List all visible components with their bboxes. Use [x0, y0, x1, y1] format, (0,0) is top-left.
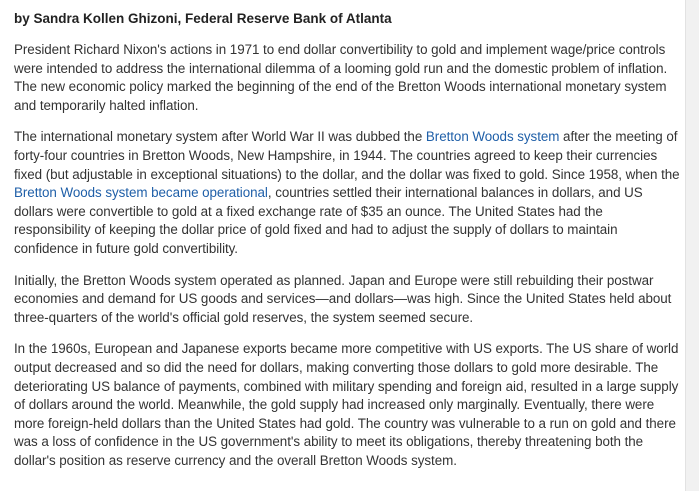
article-body: [14, 9, 680, 483]
paragraph-4: In the 1960s, European and Japanese exports became more competitive with US exports. The US share of world output decreased and so did the need for dollars, making converting those dollars to gold more desirable. The deteriorating US balance of payments, combined with military spending and foreign aid, resulted in a large supply of dollars around the world. Meanwhile, the gold supply had increased only marginally. Eventually, there were more foreign-held dollars than the United States had gold. The country was vulnerable to a run on gold and there was a loss of confidence in the US government's ability to meet its obligations, thereby threatening both the dollar's position as reserve currency and the overall Bretton Woods system.: [14, 341, 679, 468]
paragraph-2-text-1: The international monetary system after World War II was dubbed the: [14, 129, 426, 145]
vertical-scrollbar[interactable]: [685, 0, 699, 491]
bretton-woods-operational-link[interactable]: Bretton Woods system became operational: [14, 185, 268, 201]
paragraph-3: Initially, the Bretton Woods system operated as planned. Japan and Europe were still rebuilding their postwar economies and demand for US goods and services—and dollars—was high. Since the United States held about three-quarters of the world's official gold reserves, the system seemed secure.: [14, 272, 672, 325]
paragraph-2-text-3: , countries settled their international balances in dollars, and US dollars were convertible to gold at a fixed exchange rate of $35 an ounce. The United States had the responsibility of keeping the dollar price of gold fixed and had to adjust the supply of dollars to maintain confidence in future gold convertibility.: [14, 185, 643, 256]
bretton-woods-system-link[interactable]: Bretton Woods system: [425, 129, 560, 145]
paragraph-2: [14, 128, 680, 258]
paragraph-2-text-2: after the meeting of forty-four countries in Bretton Woods, New Hampshire, in 1944. The countries agreed to keep their currencies fixed (but adjustable in exceptional situations) to the dollar, and the dollar was fixed to gold. Since 1958, when the: [14, 129, 680, 182]
article-byline: by Sandra Kollen Ghizoni, Federal Reserve Bank of Atlanta: [14, 11, 392, 26]
paragraph-1: President Richard Nixon's actions in 1971 to end dollar convertibility to gold and implement wage/price controls were intended to address the international dilemma of a looming gold run and the domestic problem of inflation. The new economic policy marked the beginning of the end of the Bretton Woods international monetary system and temporarily halted inflation.: [14, 42, 668, 113]
